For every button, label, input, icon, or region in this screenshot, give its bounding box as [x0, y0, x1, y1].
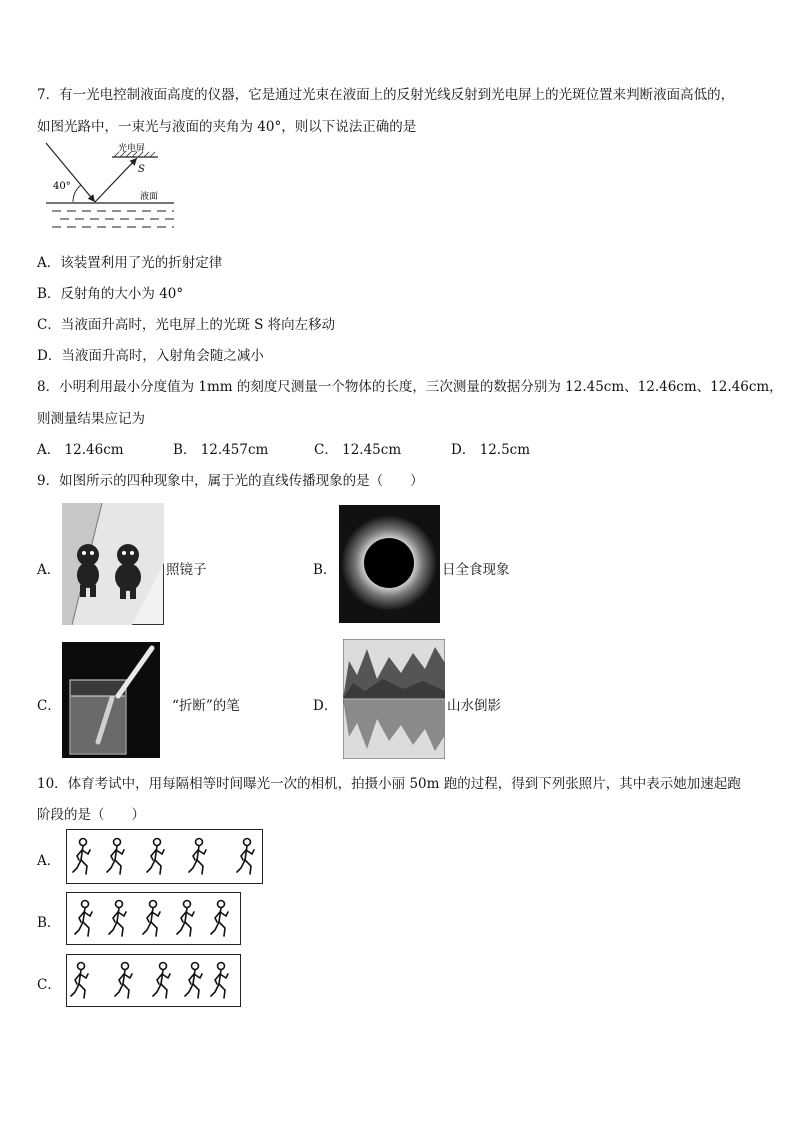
runner-strip-a — [67, 830, 262, 883]
mirror-photo-icon — [62, 503, 164, 625]
q9-option-c-caption: “折断”的笔 — [172, 698, 240, 714]
q7-stem-line1: 7．有一光电控制液面高度的仪器，它是通过光束在液面上的反射光线反射到光电屏上的光斑位置来判断液面高低的， — [37, 87, 735, 103]
q7-light-path-diagram — [40, 140, 180, 238]
q10-option-b-letter[interactable]: B． — [37, 915, 61, 931]
runner-strip-c — [67, 955, 240, 1006]
angle-arc — [73, 185, 81, 202]
q8-stem-line2: 则测量结果应记为 — [37, 411, 145, 427]
angle-label: 40° — [53, 181, 71, 192]
q8-stem-line1: 8．小明利用最小分度值为 1mm 的刻度尺测量一个物体的长度，三次测量的数据分别为 12.45cm、12.46cm、12.46cm， — [37, 379, 783, 395]
q8-option-b[interactable]: B． 12.457cm — [173, 442, 269, 458]
q9-option-d-caption: 山水倒影 — [447, 698, 501, 714]
q7-option-b[interactable]: B．反射角的大小为 40° — [37, 286, 184, 302]
incident-ray — [46, 143, 95, 202]
spot-label: S — [138, 164, 145, 175]
q9-option-b-caption: 日全食现象 — [442, 562, 510, 578]
q7-option-d[interactable]: D．当液面升高时，入射角会随之减小 — [37, 348, 264, 364]
reflected-ray — [95, 158, 137, 202]
q9-option-d-letter[interactable]: D． — [313, 698, 338, 714]
runner-strip-b — [67, 893, 240, 944]
liquid-dashes — [52, 211, 174, 227]
q10-option-a-photo — [66, 829, 263, 884]
q9-option-a-letter[interactable]: A． — [37, 562, 61, 578]
q10-option-a-letter[interactable]: A． — [37, 853, 61, 869]
q9-option-b-letter[interactable]: B． — [313, 562, 337, 578]
q9-option-c-letter[interactable]: C． — [37, 698, 61, 714]
reflection-photo-icon — [343, 639, 445, 759]
q7-option-c[interactable]: C．当液面升高时，光电屏上的光斑 S 将向左移动 — [37, 317, 336, 333]
q8-option-a[interactable]: A． 12.46cm — [37, 442, 124, 458]
pencil-in-water-photo-icon — [62, 642, 160, 758]
screen-label: 光电屏 — [118, 144, 146, 154]
q9-option-a-caption: 照镜子 — [166, 562, 207, 578]
q9-stem: 9．如图所示的四种现象中，属于光的直线传播现象的是（ ） — [37, 473, 424, 489]
q8-option-d[interactable]: D． 12.5cm — [451, 442, 531, 458]
q10-option-c-letter[interactable]: C． — [37, 977, 61, 993]
q7-option-a[interactable]: A．该装置利用了光的折射定律 — [37, 255, 223, 271]
q10-stem-line1: 10．体育考试中，用每隔相等时间曝光一次的相机，拍摄小丽 50m 跑的过程，得到下列张照片，其中表示她加速起跑 — [37, 776, 741, 792]
eclipse-photo-icon — [339, 505, 440, 623]
q10-stem-line2: 阶段的是（ ） — [37, 807, 145, 823]
q10-option-b-photo — [66, 892, 241, 945]
q8-option-c[interactable]: C． 12.45cm — [314, 442, 402, 458]
q7-stem-line2: 如图光路中，一束光与液面的夹角为 40°，则以下说法正确的是 — [37, 119, 417, 135]
q10-option-c-photo — [66, 954, 241, 1007]
surface-label: 液面 — [140, 192, 159, 202]
